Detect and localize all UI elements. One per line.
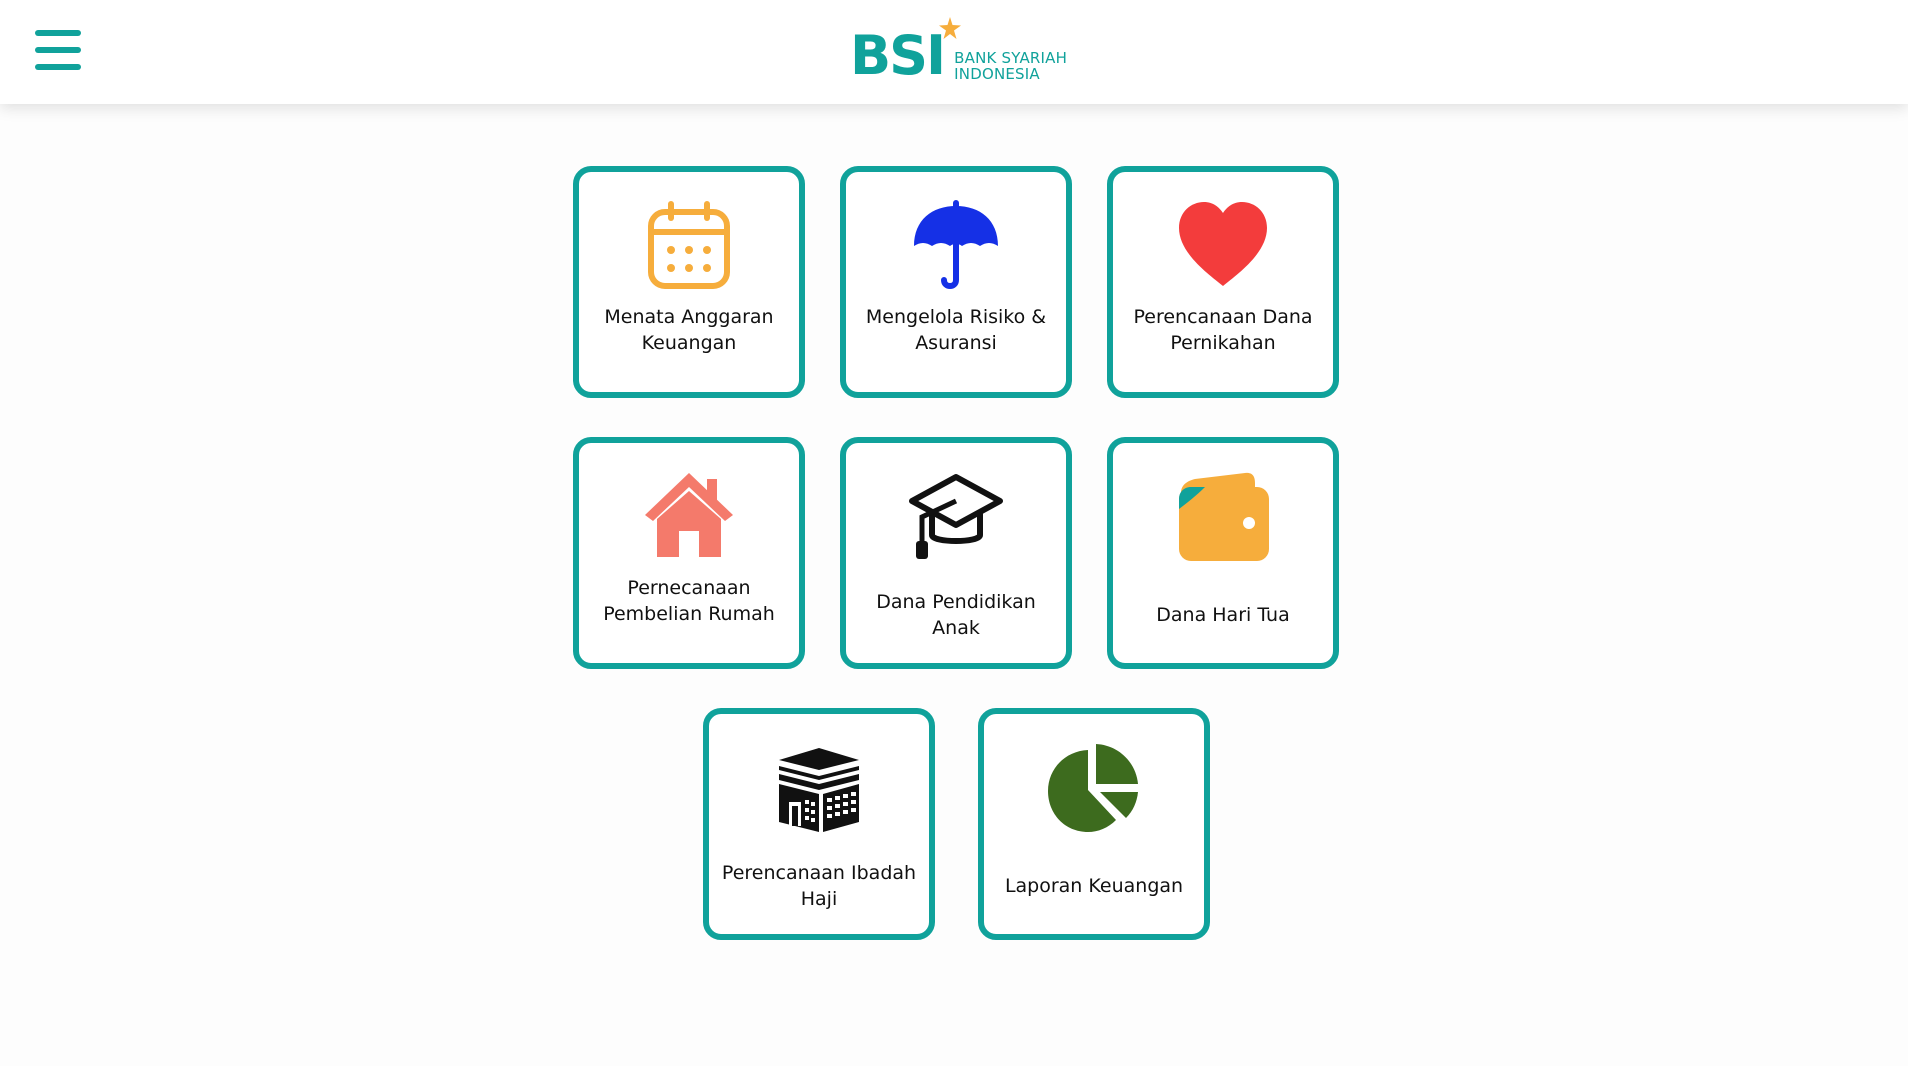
card-label: Perencanaan Dana Pernikahan: [1133, 306, 1313, 354]
card-label: Mengelola Risiko & Asuransi: [865, 306, 1047, 354]
card-mengelola-risiko-asuransi[interactable]: [840, 166, 1072, 398]
bsi-logo[interactable]: [850, 18, 1100, 88]
logo-line-2: INDONESIA: [954, 65, 1040, 83]
logo-star-icon: [938, 16, 962, 40]
card-label: Perencanaan Ibadah Haji: [721, 862, 917, 910]
card-dana-pendidikan-anak[interactable]: [840, 437, 1072, 669]
card-label: Pernecanaan Pembelian Rumah: [603, 577, 775, 625]
card-perencanaan-dana-pernikahan[interactable]: [1107, 166, 1339, 398]
logo-line-1: BANK SYARIAH: [954, 49, 1068, 67]
house-icon: [641, 469, 737, 565]
calendar-icon: [641, 198, 737, 294]
logo-wordmark: [954, 50, 1067, 82]
graduation-cap-icon: [908, 469, 1004, 565]
card-menata-anggaran-keuangan[interactable]: [573, 166, 805, 398]
card-label: Menata Anggaran Keuangan: [604, 306, 774, 354]
wallet-icon: [1175, 469, 1271, 565]
card-pembelian-rumah[interactable]: [573, 437, 805, 669]
card-perencanaan-ibadah-haji[interactable]: [703, 708, 935, 940]
logo-mark: BSI: [850, 24, 945, 87]
pie-chart-icon: [1046, 740, 1142, 836]
card-dana-hari-tua[interactable]: [1107, 437, 1339, 669]
heart-icon: [1175, 198, 1271, 294]
card-label: Dana Pendidikan Anak: [876, 591, 1036, 639]
umbrella-icon: [908, 198, 1004, 294]
card-label: Laporan Keuangan: [1004, 875, 1184, 897]
kaaba-icon: [771, 740, 867, 836]
card-label: Dana Hari Tua: [1156, 604, 1290, 626]
hamburger-menu-icon[interactable]: [30, 26, 84, 74]
card-laporan-keuangan[interactable]: [978, 708, 1210, 940]
top-header: [0, 0, 1908, 104]
